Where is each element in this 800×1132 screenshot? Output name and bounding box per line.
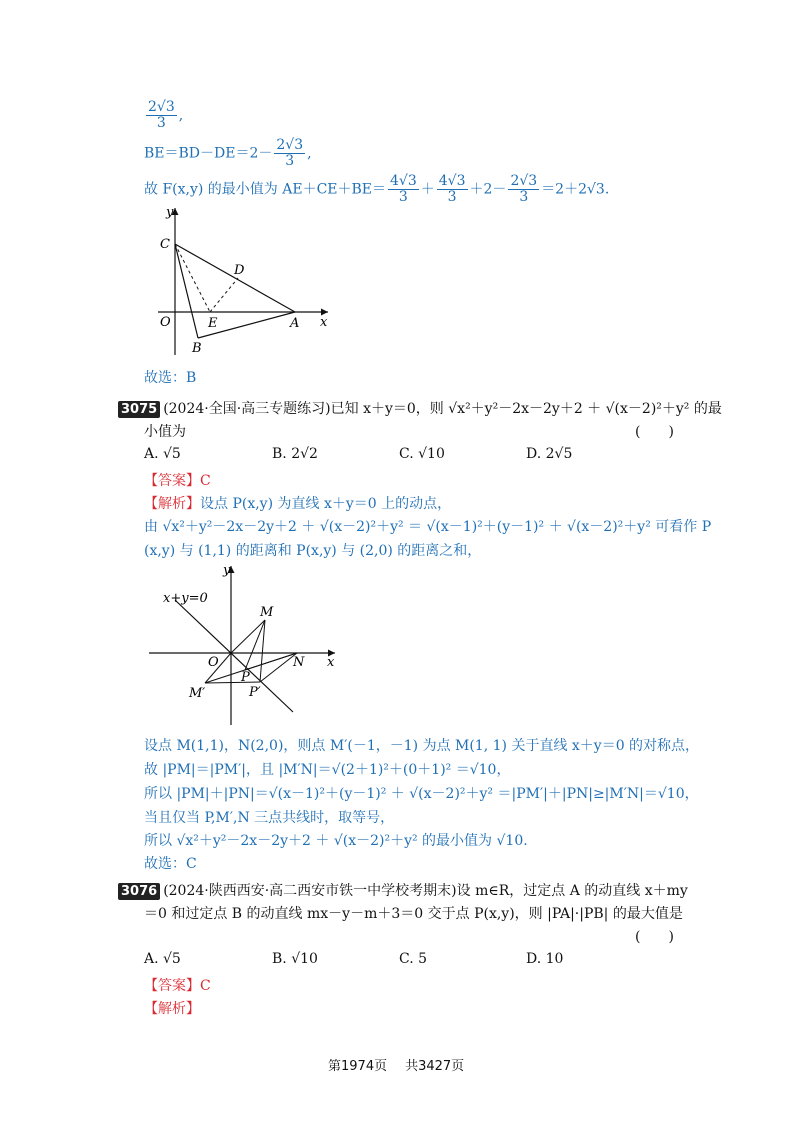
answer-label: 【答案】: [144, 473, 200, 489]
fig1-label-x: x: [320, 315, 328, 330]
analysis-line-3: (x,y) 与 (1,1) 的距离和 P(x,y) 与 (2,0) 的距离之和，: [144, 543, 482, 559]
answer-select-b: 故选：B: [144, 370, 197, 386]
answer-block: [144, 470, 211, 490]
fig2-label-m: M: [260, 605, 274, 620]
analysis-line-1: 【解析】设点 P(x,y) 为直线 x＋y＝0 上的动点，: [144, 496, 452, 512]
analysis-line-4: 设点 M(1,1)，N(2,0)，则点 M′(－1，－1) 为点 M(1, 1) 关于直线 x＋y＝0 的对称点，: [144, 738, 700, 754]
option-d: D. 2√5: [526, 446, 573, 462]
fig2-label-p-prime: P′: [249, 685, 261, 700]
analysis-line-8: 所以 √x²＋y²－2x－2y＋2 ＋ √(x－2)²＋y² 的最小值为 √10.: [144, 833, 528, 849]
fig2-label-x: x: [327, 655, 335, 670]
question-3076-stem-1: 3076 (2024·陕西西安·高二西安市铁一中学校考期末)设 m∈R，过定点 A 的动直线 x＋my: [118, 880, 688, 900]
question-3075-stem-2: 小值为: [144, 424, 186, 440]
analysis-line-6: 所以 |PM|＋|PN|＝√(x－1)²＋(y－1)² ＋ √(x－2)²＋y² ＝|PM′|＋|PN|≥|M′N|＝√10，: [144, 786, 699, 802]
answer-label: 【答案】: [144, 978, 200, 994]
option-a: A. √5: [144, 951, 181, 967]
option-c: C. 5: [399, 951, 428, 967]
page-number: 第1974页: [328, 1059, 388, 1074]
fig1-label-e: E: [208, 316, 218, 331]
analysis-label: 【解析】: [144, 496, 200, 512]
option-c: C. √10: [399, 446, 445, 462]
question-number-badge: 3075: [118, 401, 160, 418]
fig2-label-o: O: [208, 655, 219, 670]
analysis-line-7: 当且仅当 P,M′,N 三点共线时，取等号，: [144, 810, 395, 826]
answer-value: C: [200, 473, 211, 489]
fig1-label-b: B: [192, 341, 202, 356]
fig2-label-m-prime: M′: [189, 686, 206, 701]
analysis-line-5: 故 |PM|＝|PM′|，且 |M′N|＝√(2＋1)²＋(0＋1)² ＝√10，: [144, 762, 511, 778]
answer-block: [144, 975, 211, 995]
question-3075-stem-1: 3075 (2024·全国·高三专题练习)已知 x＋y＝0，则 √x²＋y²－2x－2y＋2 ＋ √(x－2)²＋y² 的最: [118, 398, 722, 418]
fig1-label-c: C: [160, 237, 170, 252]
option-b: B. √10: [272, 951, 318, 967]
fig1-label-o: O: [160, 315, 171, 330]
fig1-label-d: D: [234, 263, 245, 278]
analysis-line-9: 故选：C: [144, 856, 197, 872]
answer-value: C: [200, 978, 211, 994]
be-equation: BE＝BD－DE＝2－ $\frac{2√3}{3}$ ,: [144, 137, 312, 169]
page-footer: [328, 1055, 464, 1074]
analysis-label: 【解析】: [144, 1001, 200, 1017]
fraction-continuation: $\frac{2√3}{3}$ ,: [148, 99, 184, 131]
fig2-label-n: N: [293, 655, 305, 670]
figure-reflection: [145, 560, 345, 730]
fig2-label-y: y: [223, 563, 231, 578]
analysis-line-2: 由 √x²＋y²－2x－2y＋2 ＋ √(x－2)²＋y² ＝ √(x－1)²＋(y－1)² ＋ √(x－2)²＋y² 可看作 P: [144, 519, 712, 535]
option-b: B. 2√2: [272, 446, 318, 462]
fig1-label-y: y: [166, 205, 174, 220]
answer-paren: ( ): [635, 929, 674, 945]
answer-paren: ( ): [635, 424, 674, 440]
option-d: D. 10: [526, 951, 564, 967]
question-3076-stem-2: ＝0 和过定点 B 的动直线 mx－y－m＋3＝0 交于点 P(x,y)，则 |PA|·|PB| 的最大值是: [144, 906, 683, 922]
fig2-label-p: P: [241, 670, 250, 685]
figure-triangle: [150, 200, 340, 360]
fig1-label-a: A: [290, 316, 300, 331]
min-value-equation: 故 F(x,y) 的最小值为 AE＋CE＋BE＝ $\frac{4√3}{3}$ ＋ $\frac{4√3}{3}$ ＋2－ $\frac{2√3}{3}$ ＝2＋2√3.: [144, 173, 610, 205]
fig2-label-line: x+y=0: [163, 591, 208, 606]
page-total: 共3427页: [405, 1059, 465, 1074]
question-number-badge: 3076: [118, 883, 160, 900]
option-a: A. √5: [144, 446, 181, 462]
